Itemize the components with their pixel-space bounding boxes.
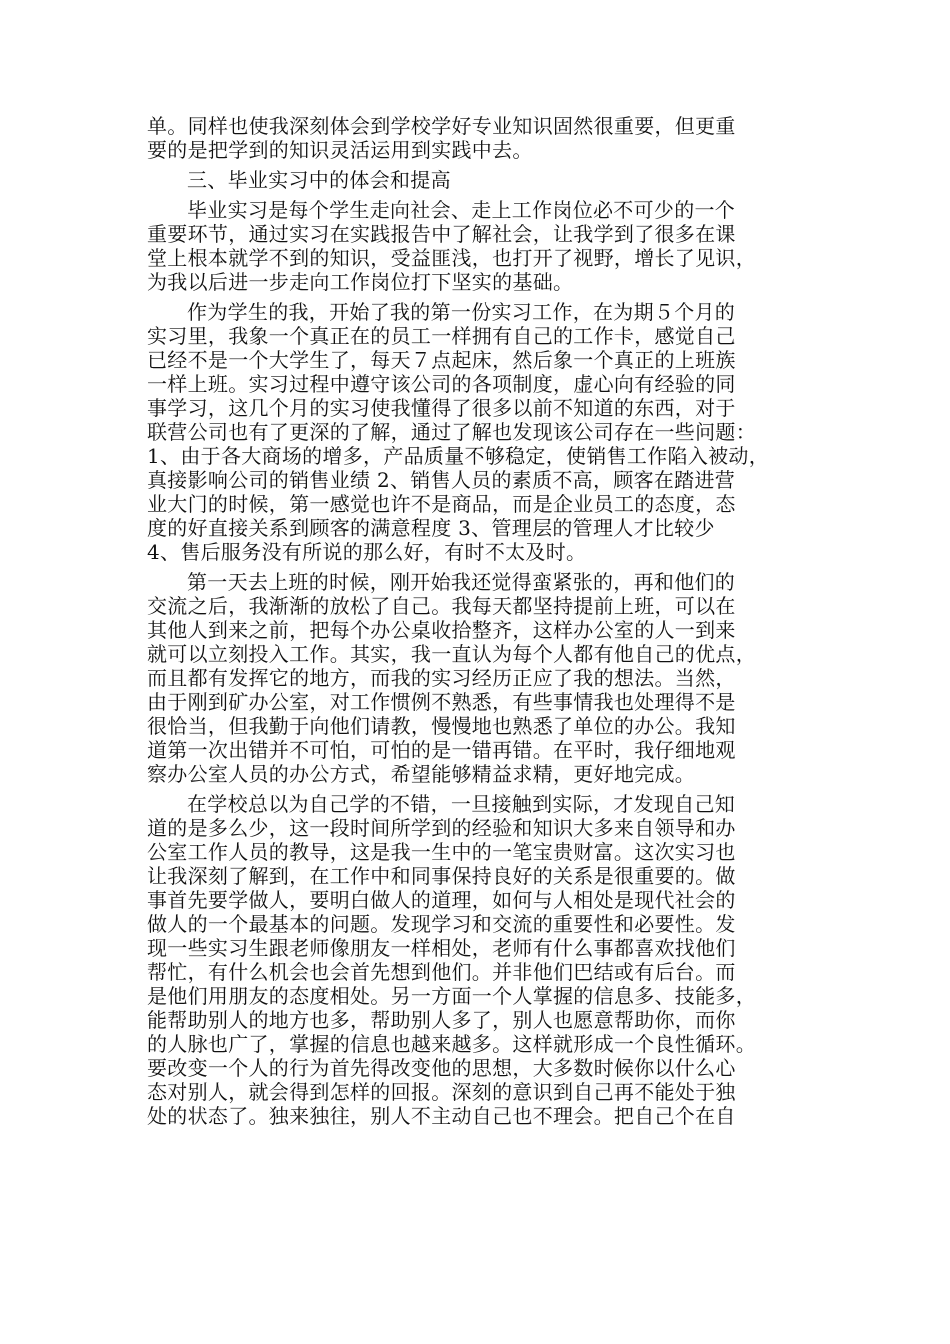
text-line: 处的状态了。独来独往，别人不主动自己也不理会。把自己个在自	[147, 1104, 736, 1128]
text-line: 事首先要学做人，要明白做人的道理，如何与人相处是现代社会的	[147, 888, 736, 912]
text-line: 其他人到来之前，把每个办公桌收拾整齐，这样办公室的人一到来	[147, 618, 736, 642]
text-line: 4、售后服务没有所说的那么好，有时不太及时。	[147, 540, 587, 564]
text-line: 的人脉也广了，掌握的信息也越来越多。这样就形成一个良性循环。	[147, 1032, 756, 1056]
text-line: 态对别人，就会得到怎样的回报。深刻的意识到自己再不能处于独	[147, 1080, 736, 1104]
text-line: 1、由于各大商场的增多，产品质量不够稳定，使销售工作陷入被动，	[147, 444, 770, 468]
text-line: 就可以立刻投入工作。其实，我一直认为每个人都有他自己的优点，	[147, 642, 756, 666]
document-page	[147, 114, 807, 1134]
text-line: 而且都有发挥它的地方，而我的实习经历正应了我的想法。当然，	[147, 666, 736, 690]
text-line: 道第一次出错并不可怕，可怕的是一错再错。在平时，我仔细地观	[147, 738, 736, 762]
text-line: 联营公司也有了更深的了解，通过了解也发现该公司存在一些问题：	[147, 420, 756, 444]
text-line: 现一些实习生跟老师像朋友一样相处，老师有什么事都喜欢找他们	[147, 936, 736, 960]
text-line: 公室工作人员的教导，这是我一生中的一笔宝贵财富。这次实习也	[147, 840, 736, 864]
text-line: 作为学生的我，开始了我的第一份实习工作，在为期５个月的	[187, 300, 736, 324]
text-line: 一样上班。实习过程中遵守该公司的各项制度，虚心向有经验的同	[147, 372, 736, 396]
text-line: 由于刚到矿办公室，对工作惯例不熟悉，有些事情我也处理得不是	[147, 690, 736, 714]
text-line: 是他们用朋友的态度相处。另一方面一个人掌握的信息多、技能多，	[147, 984, 756, 1008]
paragraph-first-job	[147, 300, 807, 564]
text-line: 在学校总以为自己学的不错，一旦接触到实际，才发现自己知	[187, 792, 736, 816]
section-heading	[147, 168, 807, 192]
text-line: 做人的一个最基本的问题。发现学习和交流的重要性和必要性。发	[147, 912, 736, 936]
text-line: 让我深刻了解到，在工作中和同事保持良好的关系是很重要的。做	[147, 864, 736, 888]
text-line: 要的是把学到的知识灵活运用到实践中去。	[147, 138, 533, 162]
text-line: 实习里，我象一个真正在的员工一样拥有自己的工作卡，感觉自己	[147, 324, 736, 348]
text-line: 业大门的时候，第一感觉也许不是商品，而是企业员工的态度，态	[147, 492, 736, 516]
heading-line: 三、毕业实习中的体会和提高	[187, 168, 451, 192]
text-line: 道的是多么少，这一段时间所学到的经验和知识大多来自领导和办	[147, 816, 736, 840]
text-line: 很恰当，但我勤于向他们请教，慢慢地也熟悉了单位的办公。我知	[147, 714, 736, 738]
text-line: 要改变一个人的行为首先得改变他的思想，大多数时候你以什么心	[147, 1056, 736, 1080]
paragraph-first-day	[147, 570, 807, 786]
text-line: 单。同样也使我深刻体会到学校学好专业知识固然很重要，但更重	[147, 114, 736, 138]
text-line: 为我以后进一步走向工作岗位打下坚实的基础。	[147, 270, 574, 294]
text-line: 第一天去上班的时候，刚开始我还觉得蛮紧张的，再和他们的	[187, 570, 736, 594]
text-line: 真接影响公司的销售业绩 2、销售人员的素质不高，顾客在踏进营	[147, 468, 736, 492]
paragraph-continuation	[147, 114, 807, 162]
text-line: 察办公室人员的办公方式，希望能够精益求精，更好地完成。	[147, 762, 696, 786]
text-line: 重要环节，通过实习在实践报告中了解社会，让我学到了很多在课	[147, 222, 736, 246]
text-line: 已经不是一个大学生了，每天７点起床，然后象一个真正的上班族	[147, 348, 736, 372]
paragraph-reflection	[147, 792, 807, 1128]
text-line: 堂上根本就学不到的知识，受益匪浅，也打开了视野，增长了见识，	[147, 246, 756, 270]
text-line: 度的好直接关系到顾客的满意程度 3、管理层的管理人才比较少	[147, 516, 715, 540]
paragraph-internship-importance	[147, 198, 807, 294]
text-line: 帮忙，有什么机会也会首先想到他们。并非他们巴结或有后台。而	[147, 960, 736, 984]
text-line: 交流之后，我渐渐的放松了自己。我每天都坚持提前上班，可以在	[147, 594, 736, 618]
text-line: 事学习，这几个月的实习使我懂得了很多以前不知道的东西，对于	[147, 396, 736, 420]
text-line: 毕业实习是每个学生走向社会、走上工作岗位必不可少的一个	[187, 198, 736, 222]
text-line: 能帮助别人的地方也多，帮助别人多了，别人也愿意帮助你，而你	[147, 1008, 736, 1032]
